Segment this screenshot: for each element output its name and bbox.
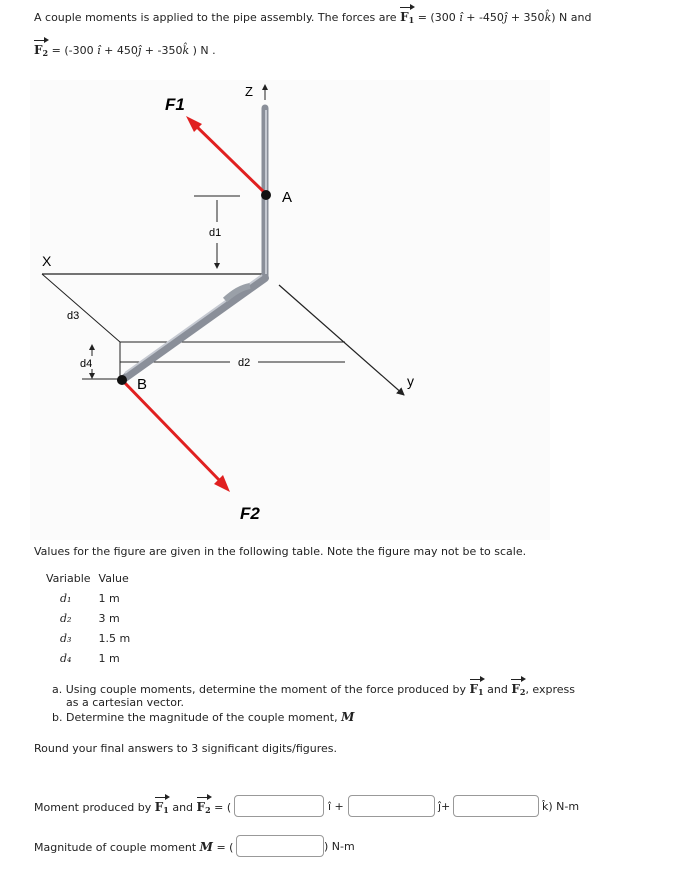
problem-line-2: $F_2 = (-300$ î + 450ĵ + -350k̂ ) N . <box>34 43 216 58</box>
table-row <box>42 628 134 648</box>
label-f2: F2 <box>240 504 260 523</box>
label-z: Z <box>245 84 253 99</box>
label-f1: F1 <box>165 95 185 114</box>
label-a: A <box>282 189 293 206</box>
variable-cell: d₁ <box>60 591 72 605</box>
f2-vector-symbol: $F_2$ <box>34 43 49 58</box>
f1-vector-symbol: $F_1$ <box>400 10 415 25</box>
f2-vector-symbol: $F_2$ <box>196 800 211 815</box>
value-cell: 1 m <box>98 651 120 665</box>
label-d1: d1 <box>209 227 222 239</box>
label-d4: d4 <box>80 358 93 370</box>
table-header-row <box>42 568 134 588</box>
value-cell: 1 m <box>98 591 120 605</box>
i-unit-label: î + <box>328 800 344 813</box>
m-symbol: M <box>199 840 213 854</box>
point-b <box>117 375 127 385</box>
point-a <box>261 190 271 200</box>
value-cell: 3 m <box>98 611 120 625</box>
label-d3: d3 <box>67 310 80 322</box>
moment-i-input[interactable] <box>234 795 324 817</box>
magnitude-label: Magnitude of couple moment M = ( <box>34 840 234 854</box>
question-b: b. Determine the magnitude of the couple moment, M <box>52 710 355 724</box>
m-symbol: M <box>341 710 355 724</box>
problem-line-1: A couple moments is applied to the pipe assembly. The forces are $F_1 = (300$ î + -450ĵ + 350k̂) N and <box>34 10 592 25</box>
figure-background <box>30 80 550 540</box>
question-a-line2: as a cartesian vector. <box>66 696 184 709</box>
table-row <box>42 588 134 608</box>
f1-vector-symbol: $F_1$ <box>154 800 169 815</box>
round-note: Round your final answers to 3 significant digits/figures. <box>34 742 337 755</box>
label-d2: d2 <box>238 357 251 369</box>
variable-cell: d₄ <box>60 651 72 665</box>
value-cell: 1.5 m <box>98 631 131 645</box>
label-x: X <box>42 253 52 269</box>
table-row <box>42 608 134 628</box>
magnitude-unit-label: ) N-m <box>324 840 355 853</box>
magnitude-input[interactable] <box>236 835 324 857</box>
moment-j-input[interactable] <box>348 795 435 817</box>
variable-cell: d₃ <box>60 631 72 645</box>
question-a: a. Using couple moments, determine the moment of the force produced by $F_1$ and $F_2$, express <box>52 682 576 697</box>
variable-cell: d₂ <box>60 611 72 625</box>
table-intro: Values for the figure are given in the following table. Note the figure may not be to scale. <box>34 545 527 558</box>
table-row <box>42 648 134 668</box>
values-table <box>42 568 134 668</box>
moment-k-input[interactable] <box>453 795 539 817</box>
j-unit-label: ĵ+ <box>438 800 451 813</box>
k-unit-label: k̂) N-m <box>542 800 580 813</box>
moment-label: Moment produced by $F_1$ and $F_2$ = ( <box>34 800 232 815</box>
header-variable: Variable <box>46 571 91 585</box>
f2-vector-symbol: $F_2$ <box>511 682 526 697</box>
f1-vector-symbol: $F_1$ <box>469 682 484 697</box>
header-value: Value <box>98 571 129 585</box>
label-b: B <box>137 376 148 393</box>
label-y: y <box>407 373 414 389</box>
